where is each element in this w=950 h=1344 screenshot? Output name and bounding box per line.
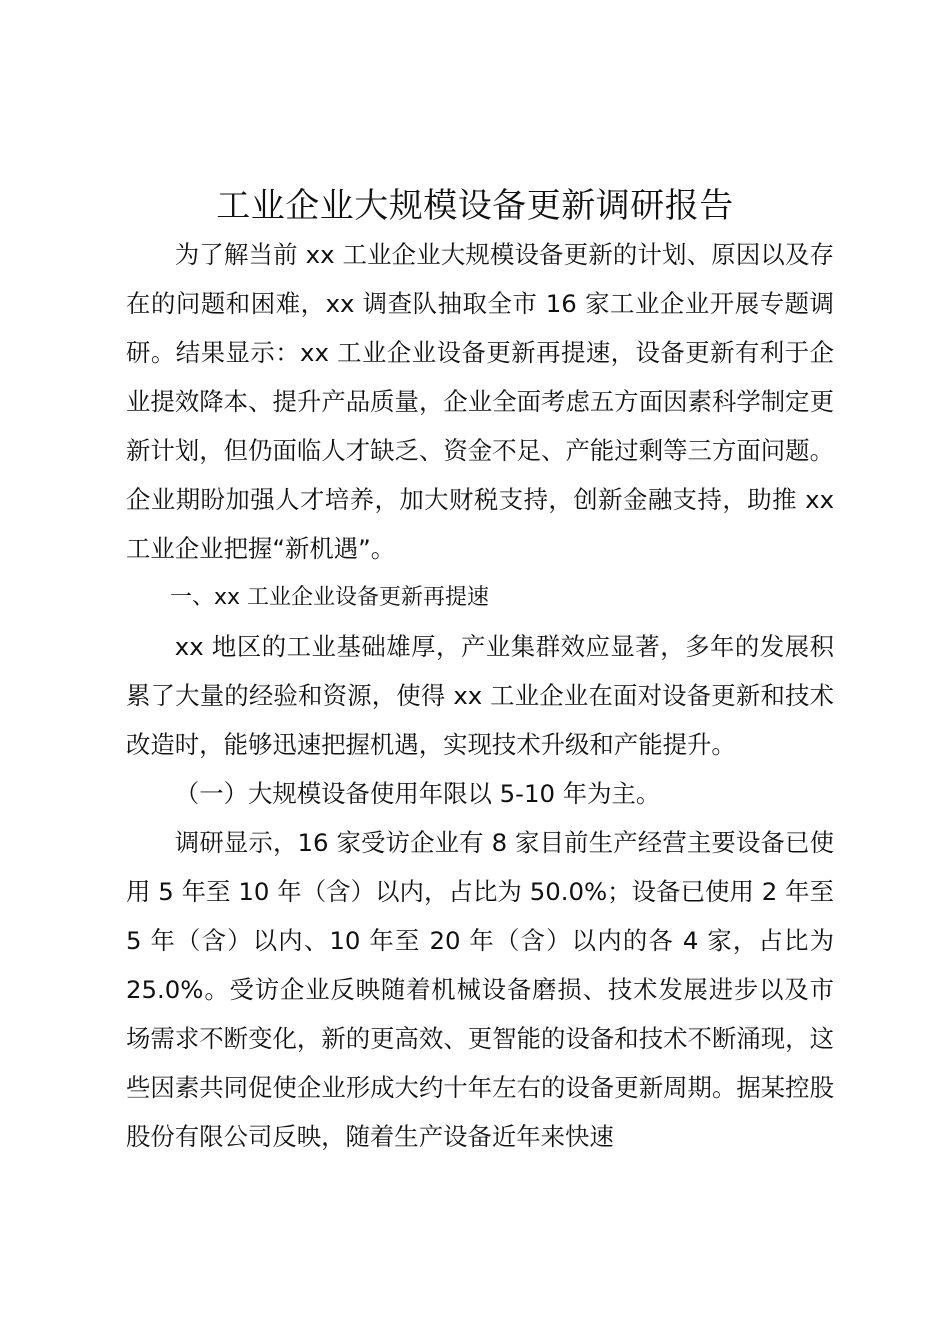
subsection-heading: （一）大规模设备使用年限以 5-10 年为主。 xyxy=(174,779,661,808)
section-heading: 一、xx 工业企业设备更新再提速 xyxy=(170,585,490,610)
section-paragraph: xx 地区的工业基础雄厚，产业集群效应显著，多年的发展积累了大量的经验和资源，使得 xx 工业企业在面对设备更新和技术改造时，能够迅速把握机遇，实现技术升级和产能提升。 xyxy=(126,632,834,759)
survey-paragraph: 调研显示，16 家受访企业有 8 家目前生产经营主要设备已使用 5 年至 10 年（含）以内，占比为 50.0%；设备已使用 2 年至 5 年（含）以内、10 年至 20 年（含）以内的各 4 家，占比为 25.0%。受访企业反映随着机械设备磨损、技术发展进步以及市场需求不断变化，新的更高效、更智能的设备和技术不断涌现，这些因素共同促使企业形成大约十年左右的设备更新周期。据某控股股份有限公司反映，随着生产设备近年来快速 xyxy=(126,828,834,1151)
document-title: 工业企业大规模设备更新调研报告 xyxy=(216,186,734,226)
document-body xyxy=(126,230,834,1161)
intro-paragraph: 为了解当前 xx 工业企业大规模设备更新的计划、原因以及存在的问题和困难，xx 调查队抽取全市 16 家工业企业开展专题调研。结果显示：xx 工业企业设备更新再提速，设备更新有利于企业提效降本、提升产品质量，企业全面考虑五方面因素科学制定更新计划，但仍面临人才缺乏、资金不足、产能过剩等三方面问题。企业期盼加强人才培养，加大财税支持，创新金融支持，助推 xx 工业企业把握“新机遇”。 xyxy=(126,240,834,563)
